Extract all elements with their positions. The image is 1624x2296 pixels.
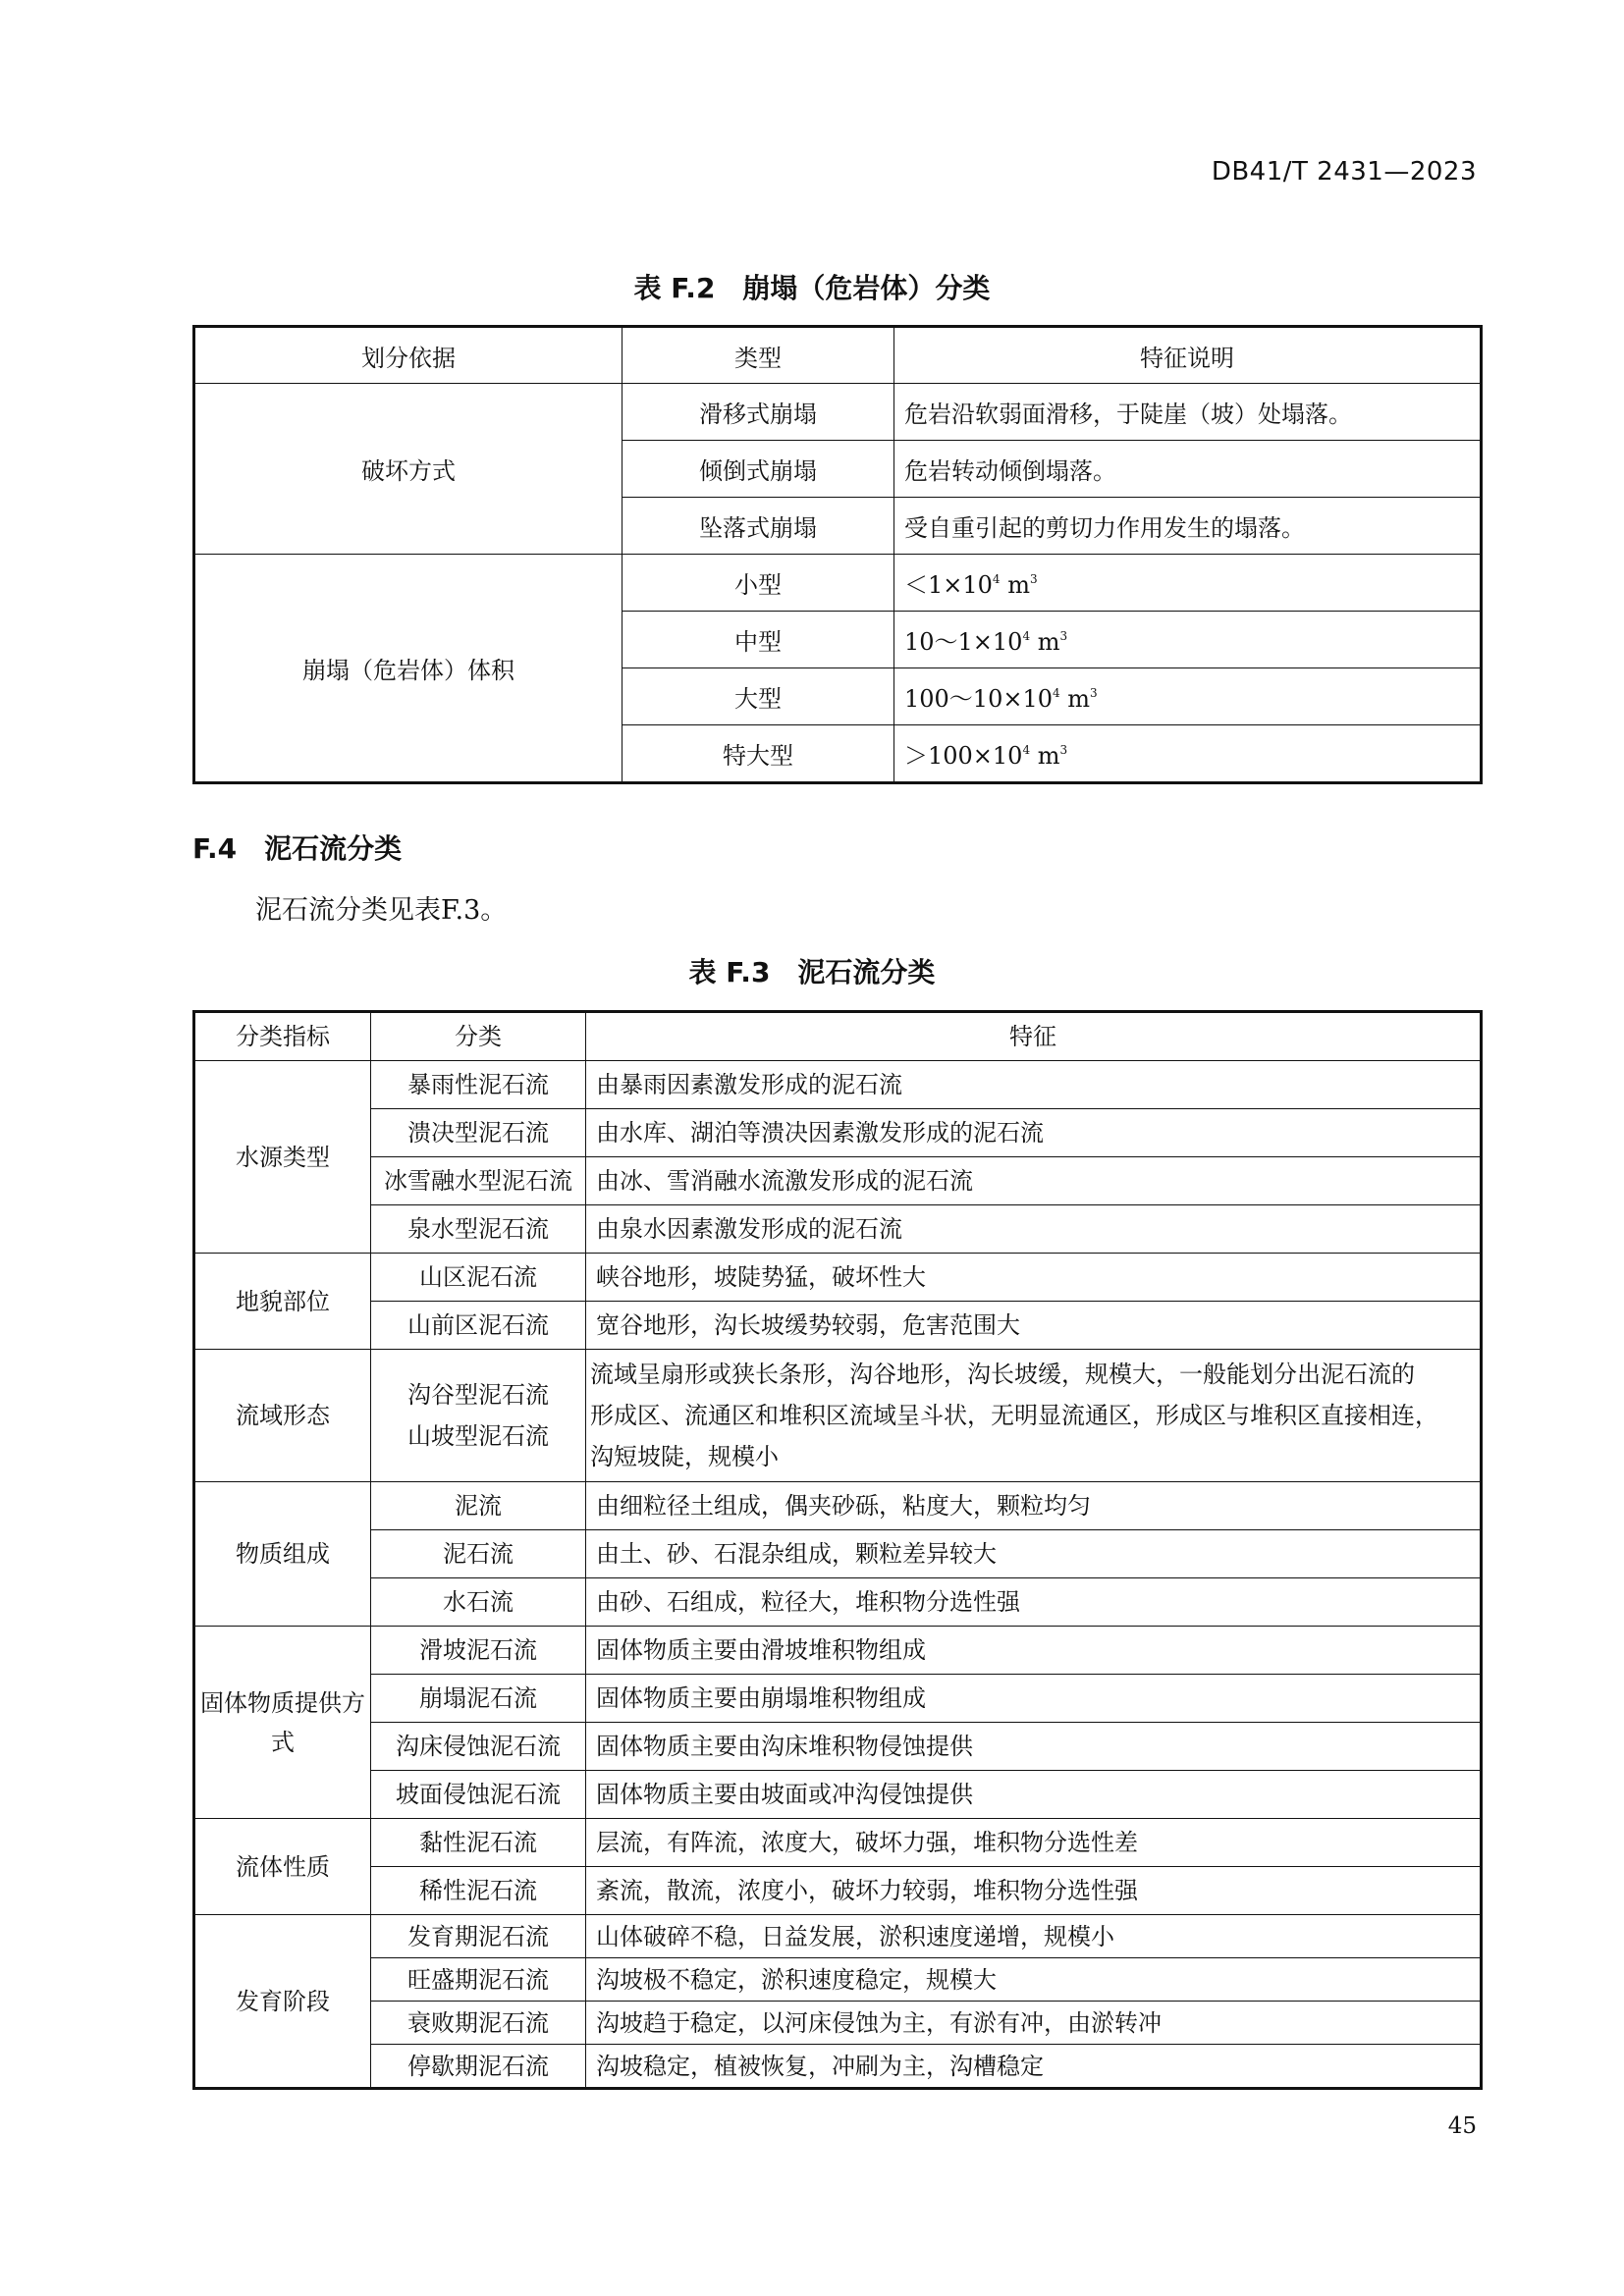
type-cell: 大型 — [623, 668, 894, 725]
volume-value: 10～1×10 — [904, 628, 1023, 656]
class-cell: 山区泥石流 — [371, 1254, 586, 1302]
table-row — [194, 1675, 1482, 1723]
indicator-cell: 地貌部位 — [194, 1254, 371, 1350]
type-cell: 中型 — [623, 612, 894, 668]
feature-cell: 沟坡稳定，植被恢复，冲刷为主，沟槽稳定 — [586, 2045, 1482, 2089]
feature-cell: 峡谷地形，坡陡势猛，破坏性大 — [586, 1254, 1482, 1302]
exponent: 4 — [992, 572, 1001, 586]
table-row — [194, 1350, 1482, 1482]
class-cell: 黏性泥石流 — [371, 1819, 586, 1867]
group-cell: 破坏方式 — [194, 384, 623, 555]
indicator-cell: 流域形态 — [194, 1350, 371, 1482]
indicator-cell: 物质组成 — [194, 1482, 371, 1627]
class-cell: 停歇期泥石流 — [371, 2045, 586, 2089]
feature-cell: 山体破碎不稳，日益发展，淤积速度递增，规模小 — [586, 1915, 1482, 1958]
feature-cell: 由冰、雪消融水流激发形成的泥石流 — [586, 1157, 1482, 1205]
feature-cell: 沟坡极不稳定，淤积速度稳定，规模大 — [586, 1958, 1482, 2002]
class-cell: 山前区泥石流 — [371, 1302, 586, 1350]
table-row — [194, 1482, 1482, 1530]
document-code: DB41/T 2431—2023 — [1211, 157, 1477, 187]
feature-cell: 沟坡趋于稳定，以河床侵蚀为主，有淤有冲，由淤转冲 — [586, 2002, 1482, 2045]
unit: m — [1000, 571, 1030, 599]
volume-cell — [894, 725, 1482, 783]
table-header-row — [194, 1012, 1482, 1061]
unit: m — [1030, 628, 1060, 656]
feature-cell — [586, 1350, 1482, 1482]
table-header-row — [194, 327, 1482, 384]
exponent: 4 — [1053, 686, 1060, 700]
table-f2-caption: 表 F.2 崩塌（危岩体）分类 — [633, 272, 991, 304]
table-row — [194, 2002, 1482, 2045]
class-cell: 崩塌泥石流 — [371, 1675, 586, 1723]
class-cell: 暴雨性泥石流 — [371, 1061, 586, 1109]
feature-cell: 紊流，散流，浓度小，破坏力较弱，堆积物分选性强 — [586, 1867, 1482, 1915]
group-cell: 崩塌（危岩体）体积 — [194, 555, 623, 783]
class-cell: 溃决型泥石流 — [371, 1109, 586, 1157]
table-row — [194, 2045, 1482, 2089]
table-row — [194, 1302, 1482, 1350]
exponent: 4 — [1022, 629, 1031, 643]
class-cell: 沟床侵蚀泥石流 — [371, 1723, 586, 1771]
header-cell: 分类指标 — [194, 1012, 371, 1061]
unit-exponent: 3 — [1029, 572, 1038, 586]
volume-cell — [894, 612, 1482, 668]
table-row — [194, 1157, 1482, 1205]
class-line: 山坡型泥石流 — [407, 1422, 549, 1450]
header-cell: 划分依据 — [194, 327, 623, 384]
class-cell: 发育期泥石流 — [371, 1915, 586, 1958]
class-cell: 水石流 — [371, 1578, 586, 1627]
type-cell: 倾倒式崩塌 — [623, 441, 894, 498]
exponent: 4 — [1022, 743, 1031, 757]
table-row — [194, 1205, 1482, 1254]
volume-value: ＞100×10 — [904, 742, 1023, 770]
type-cell: 小型 — [623, 555, 894, 612]
unit-exponent: 3 — [1090, 686, 1098, 700]
table-f3-caption: 表 F.3 泥石流分类 — [688, 956, 936, 988]
section-paragraph: 泥石流分类见表F.3。 — [255, 895, 508, 926]
volume-value: ＜1×10 — [904, 571, 993, 599]
header-cell: 分类 — [371, 1012, 586, 1061]
feature-cell: 由水库、湖泊等溃决因素激发形成的泥石流 — [586, 1109, 1482, 1157]
feature-cell: 由土、砂、石混杂组成，颗粒差异较大 — [586, 1530, 1482, 1578]
volume-value: 100～10×10 — [904, 685, 1053, 713]
volume-cell — [894, 555, 1482, 612]
class-line: 沟谷型泥石流 — [407, 1381, 549, 1409]
type-cell: 特大型 — [623, 725, 894, 783]
indicator-cell — [194, 1627, 371, 1819]
class-cell: 泥流 — [371, 1482, 586, 1530]
feature-cell: 固体物质主要由坡面或冲沟侵蚀提供 — [586, 1771, 1482, 1819]
table-row — [194, 1867, 1482, 1915]
desc-cell: 受自重引起的剪切力作用发生的塌落。 — [894, 498, 1482, 555]
class-cell: 衰败期泥石流 — [371, 2002, 586, 2045]
feature-line: 流域呈扇形或狭长条形，沟谷地形，沟长坡缓，规模大，一般能划分出泥石流的 — [590, 1361, 1415, 1388]
page-number: 45 — [1447, 2113, 1477, 2139]
desc-cell: 危岩沿软弱面滑移，于陡崖（坡）处塌落。 — [894, 384, 1482, 441]
table-row — [194, 1109, 1482, 1157]
feature-cell: 由细粒径土组成，偶夹砂砾，粘度大，颗粒均匀 — [586, 1482, 1482, 1530]
header-cell: 特征 — [586, 1012, 1482, 1061]
unit-exponent: 3 — [1059, 629, 1068, 643]
class-cell: 冰雪融水型泥石流 — [371, 1157, 586, 1205]
feature-cell: 固体物质主要由崩塌堆积物组成 — [586, 1675, 1482, 1723]
feature-cell: 层流，有阵流，浓度大，破坏力强，堆积物分选性差 — [586, 1819, 1482, 1867]
table-row — [194, 1723, 1482, 1771]
unit-exponent: 3 — [1059, 743, 1068, 757]
indicator-cell: 流体性质 — [194, 1819, 371, 1915]
table-row — [194, 1819, 1482, 1867]
table-row — [194, 1627, 1482, 1675]
class-cell — [371, 1350, 586, 1482]
feature-cell: 宽谷地形，沟长坡缓势较弱，危害范围大 — [586, 1302, 1482, 1350]
feature-line: 沟短坡陡，规模小 — [590, 1443, 779, 1470]
section-heading: F.4 泥石流分类 — [192, 832, 403, 865]
unit: m — [1059, 685, 1091, 713]
table-row — [194, 555, 1482, 612]
table-row — [194, 1578, 1482, 1627]
class-cell: 稀性泥石流 — [371, 1867, 586, 1915]
header-cell: 类型 — [623, 327, 894, 384]
class-cell: 滑坡泥石流 — [371, 1627, 586, 1675]
table-f2 — [192, 325, 1483, 784]
header-cell: 特征说明 — [894, 327, 1482, 384]
indicator-line: 式 — [271, 1728, 295, 1756]
table-row — [194, 1771, 1482, 1819]
feature-cell: 固体物质主要由沟床堆积物侵蚀提供 — [586, 1723, 1482, 1771]
feature-cell: 由暴雨因素激发形成的泥石流 — [586, 1061, 1482, 1109]
table-row — [194, 1061, 1482, 1109]
table-row — [194, 1958, 1482, 2002]
indicator-cell: 发育阶段 — [194, 1915, 371, 2089]
type-cell: 坠落式崩塌 — [623, 498, 894, 555]
type-cell: 滑移式崩塌 — [623, 384, 894, 441]
class-cell: 泉水型泥石流 — [371, 1205, 586, 1254]
table-f3 — [192, 1010, 1483, 2090]
table-row — [194, 1530, 1482, 1578]
table-row — [194, 1915, 1482, 1958]
unit: m — [1030, 742, 1060, 770]
table-row — [194, 1254, 1482, 1302]
class-cell: 旺盛期泥石流 — [371, 1958, 586, 2002]
table-row — [194, 384, 1482, 441]
feature-cell: 由砂、石组成，粒径大，堆积物分选性强 — [586, 1578, 1482, 1627]
volume-cell — [894, 668, 1482, 725]
indicator-cell: 水源类型 — [194, 1061, 371, 1254]
feature-line: 形成区、流通区和堆积区流域呈斗状，无明显流通区，形成区与堆积区直接相连， — [590, 1402, 1438, 1429]
class-cell: 坡面侵蚀泥石流 — [371, 1771, 586, 1819]
feature-cell: 固体物质主要由滑坡堆积物组成 — [586, 1627, 1482, 1675]
indicator-line: 固体物质提供方 — [200, 1688, 365, 1717]
class-cell: 泥石流 — [371, 1530, 586, 1578]
feature-cell: 由泉水因素激发形成的泥石流 — [586, 1205, 1482, 1254]
desc-cell: 危岩转动倾倒塌落。 — [894, 441, 1482, 498]
